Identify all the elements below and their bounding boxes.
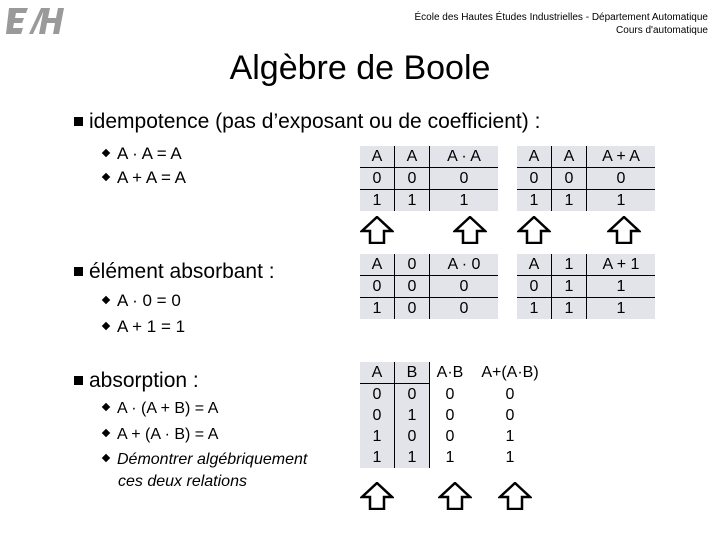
truth-table-absorption bbox=[360, 362, 551, 468]
up-arrow-icon bbox=[607, 216, 641, 244]
table-cell: 1 bbox=[517, 298, 552, 320]
square-bullet-icon bbox=[74, 376, 83, 385]
table-cell: 1 bbox=[360, 190, 395, 212]
table-cell: 0 bbox=[395, 426, 430, 447]
table-cell: 1 bbox=[360, 426, 395, 447]
table-cell: 0 bbox=[395, 298, 430, 320]
diamond-bullet-icon bbox=[102, 322, 110, 330]
square-bullet-icon bbox=[74, 267, 83, 276]
up-arrow-icon bbox=[438, 482, 472, 510]
table-cell: 1 bbox=[517, 190, 552, 212]
table-cell: 1 bbox=[470, 426, 550, 447]
table-header: A bbox=[517, 254, 552, 276]
up-arrow-icon bbox=[517, 216, 551, 244]
table-cell: 1 bbox=[552, 298, 587, 320]
table-cell: 0 bbox=[587, 168, 656, 190]
header-school: École des Hautes Études Industrielles - Département Automatique bbox=[414, 12, 708, 23]
table-cell: 1 bbox=[587, 190, 656, 212]
rule-text: A + (A · B) = A bbox=[117, 426, 219, 443]
diamond-bullet-icon bbox=[102, 454, 110, 462]
table-cell: 1 bbox=[430, 190, 499, 212]
rule-or-idempotence bbox=[103, 167, 186, 189]
table-header: A + A bbox=[587, 146, 656, 168]
table-cell: 1 bbox=[587, 276, 656, 298]
rule-absorption-2 bbox=[103, 424, 218, 446]
table-cell: 1 bbox=[587, 298, 656, 320]
table-cell: 1 bbox=[470, 447, 550, 468]
table-header: B bbox=[395, 362, 430, 384]
table-cell: 0 bbox=[360, 384, 395, 406]
truth-table-or-idempotence bbox=[517, 146, 655, 211]
rule-text: A + A = A bbox=[117, 168, 187, 187]
table-cell: 0 bbox=[470, 405, 550, 426]
section-idempotence bbox=[74, 110, 540, 134]
up-arrow-icon bbox=[360, 216, 394, 244]
school-logo bbox=[6, 6, 66, 36]
exercise-prompt bbox=[103, 449, 307, 471]
table-cell: 0 bbox=[430, 426, 471, 447]
table-cell: 0 bbox=[360, 405, 395, 426]
exercise-line: Démontrer algébriquement bbox=[117, 451, 308, 468]
diamond-bullet-icon bbox=[102, 149, 110, 157]
table-cell: 0 bbox=[430, 298, 499, 320]
table-header: A+(A·B) bbox=[470, 362, 550, 384]
page-title: Algèbre de Boole bbox=[229, 49, 491, 87]
table-cell: 0 bbox=[360, 168, 395, 190]
table-cell: 0 bbox=[395, 276, 430, 298]
table-header: A bbox=[395, 146, 430, 168]
table-cell: 1 bbox=[360, 298, 395, 320]
truth-table-and-idempotence bbox=[360, 146, 498, 211]
up-arrow-icon bbox=[360, 482, 394, 510]
section-heading: idempotence (pas d’exposant ou de coefficient) : bbox=[89, 110, 541, 133]
section-absorbant bbox=[74, 260, 275, 284]
section-heading: élément absorbant : bbox=[89, 260, 275, 283]
table-header: A + 1 bbox=[587, 254, 656, 276]
table-cell: 0 bbox=[552, 168, 587, 190]
rule-text: A · (A + B) = A bbox=[117, 400, 219, 417]
rule-or-one bbox=[103, 316, 185, 338]
table-cell: 0 bbox=[395, 384, 430, 406]
diamond-bullet-icon bbox=[102, 403, 110, 411]
diamond-bullet-icon bbox=[102, 429, 110, 437]
exercise-prompt-continued: ces deux relations bbox=[118, 473, 247, 490]
header-course: Cours d'automatique bbox=[616, 25, 708, 36]
truth-table-and-zero bbox=[360, 254, 498, 319]
table-cell: 0 bbox=[395, 168, 430, 190]
table-header: A bbox=[360, 254, 395, 276]
table-cell: 0 bbox=[430, 276, 499, 298]
table-header: A bbox=[360, 146, 395, 168]
table-cell: 1 bbox=[552, 190, 587, 212]
table-cell: 0 bbox=[470, 384, 550, 406]
table-cell: 1 bbox=[395, 405, 430, 426]
square-bullet-icon bbox=[74, 117, 83, 126]
table-header: A bbox=[552, 146, 587, 168]
up-arrow-icon bbox=[498, 482, 532, 510]
table-cell: 0 bbox=[430, 384, 471, 406]
table-cell: 0 bbox=[360, 276, 395, 298]
section-heading: absorption : bbox=[89, 369, 199, 392]
table-cell: 1 bbox=[395, 447, 430, 468]
diamond-bullet-icon bbox=[102, 296, 110, 304]
rule-text: A · A = A bbox=[117, 144, 182, 163]
rule-and-idempotence bbox=[103, 143, 182, 165]
section-absorption bbox=[74, 369, 199, 393]
table-header: A bbox=[517, 146, 552, 168]
table-header: A bbox=[360, 362, 395, 384]
rule-text: A + 1 = 1 bbox=[117, 317, 186, 336]
table-header: 1 bbox=[552, 254, 587, 276]
table-cell: 1 bbox=[360, 447, 395, 468]
up-arrow-icon bbox=[453, 216, 487, 244]
table-cell: 0 bbox=[517, 168, 552, 190]
rule-and-zero bbox=[103, 290, 181, 312]
table-cell: 0 bbox=[517, 276, 552, 298]
table-cell: 0 bbox=[430, 168, 499, 190]
table-cell: 1 bbox=[552, 276, 587, 298]
table-header: 0 bbox=[395, 254, 430, 276]
truth-table-or-one bbox=[517, 254, 655, 319]
table-header: A · A bbox=[430, 146, 499, 168]
table-cell: 1 bbox=[395, 190, 430, 212]
rule-absorption-1 bbox=[103, 398, 218, 420]
table-cell: 1 bbox=[430, 447, 471, 468]
table-cell: 0 bbox=[430, 405, 471, 426]
table-header: A · 0 bbox=[430, 254, 499, 276]
table-header: A·B bbox=[430, 362, 471, 384]
rule-text: A · 0 = 0 bbox=[117, 291, 181, 310]
diamond-bullet-icon bbox=[102, 173, 110, 181]
